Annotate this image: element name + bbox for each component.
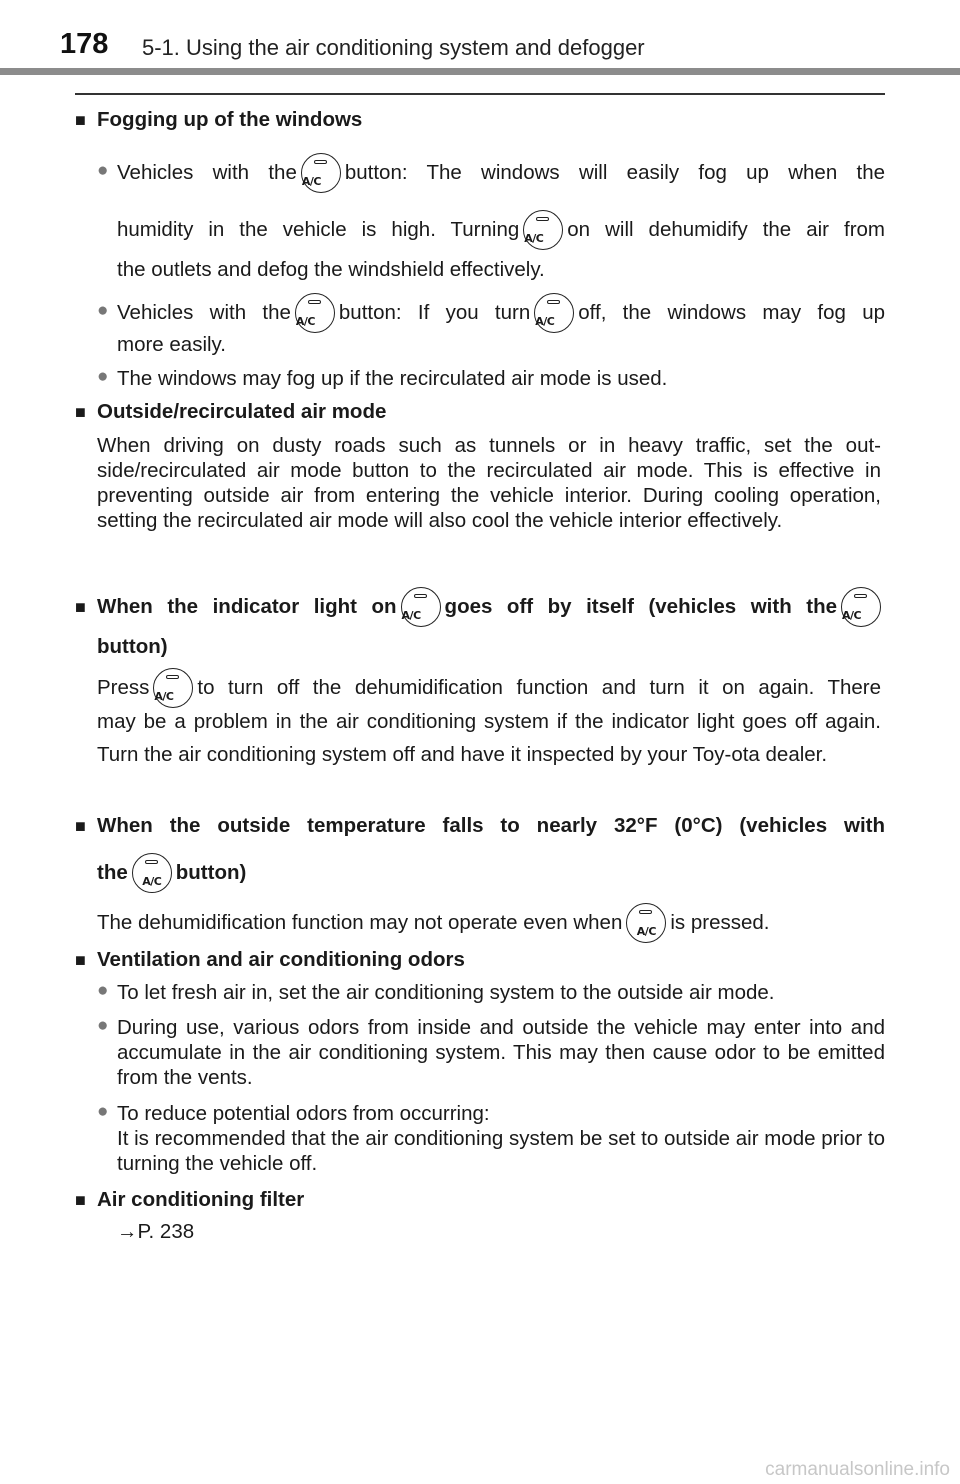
square-icon: ■ [75, 816, 86, 836]
heading-temperature-line-1: When the outside temperature falls to nearly 32°F (0°C) (vehicles with [97, 814, 885, 837]
square-icon: ■ [75, 402, 86, 422]
filter-page-ref[interactable]: →P. 238 [117, 1220, 195, 1243]
watermark: carmanualsonline.info [765, 1459, 950, 1480]
square-icon: ■ [75, 950, 86, 970]
page-header [0, 0, 960, 76]
heading-fogging: Fogging up of the windows [97, 108, 363, 131]
ac-button-icon: A/C [626, 903, 666, 943]
page-number: 178 [60, 28, 109, 60]
fog-line-2: humidity in the vehicle is high. Turning A/C on will dehumidify the air from [117, 217, 885, 242]
ac-button-icon: A/C [534, 293, 574, 333]
section-rule [75, 93, 885, 95]
bullet-icon: ● [97, 366, 109, 387]
square-icon: ■ [75, 110, 86, 130]
heading-indicator-line-1: When the indicator light on A/C goes off by itself (vehicles with the A/C [97, 594, 885, 619]
heading-indicator-line-2: button) [97, 635, 168, 658]
fog-line-1: Vehicles with the A/C button: The windows will easily fog up when the [117, 160, 885, 185]
odors-b1: To let fresh air in, set the air conditioning system to the outside air mode. [117, 981, 775, 1004]
heading-temperature-line-2: the A/C button) [97, 860, 246, 885]
ac-button-icon: A/C [295, 293, 335, 333]
odors-b3-body: It is recommended that the air conditioning system be set to outside air mode prior to turning the vehicle off. [117, 1127, 885, 1175]
temperature-body: The dehumidification function may not operate even when A/C is pressed. [97, 910, 770, 935]
ac-button-icon: A/C [841, 587, 881, 627]
bullet-icon: ● [97, 1101, 109, 1122]
fog-b2-line-1: Vehicles with the A/C button: If you turn A/C off, the windows may fog up [117, 300, 885, 325]
fog-b3: The windows may fog up if the recirculated air mode is used. [117, 367, 668, 390]
fog-line-3: the outlets and defog the windshield effectively. [117, 258, 545, 281]
heading-odors: Ventilation and air conditioning odors [97, 948, 465, 971]
bullet-icon: ● [97, 160, 109, 181]
recirculated-body: When driving on dusty roads such as tunnels or in heavy traffic, set the out-side/recirculated air mode button to the recirculated air mode. This is effective in preventing outside air from entering the vehicle interior. During cooling operation, setting the recirculated air mode will also cool the vehicle interior effectively. [97, 434, 881, 532]
bullet-icon: ● [97, 980, 109, 1001]
indicator-body: may be a problem in the air conditioning system if the indicator light goes off again. Turn the air conditioning system off and have it inspected by your Toy-ota dealer. [97, 710, 881, 766]
heading-recirculated: Outside/recirculated air mode [97, 400, 387, 423]
odors-b2: During use, various odors from inside and outside the vehicle may enter into and accumulate in the air conditioning system. This may then cause odor to be emitted from the vents. [117, 1016, 885, 1089]
chapter-title: 5-1. Using the air conditioning system and defogger [142, 35, 645, 60]
ac-button-icon: A/C [523, 210, 563, 250]
heading-filter: Air conditioning filter [97, 1188, 305, 1211]
ac-button-icon: A/C [132, 853, 172, 893]
fog-b2-line-2: more easily. [117, 333, 226, 356]
ac-button-icon: A/C [301, 153, 341, 193]
bullet-icon: ● [97, 1015, 109, 1036]
ac-button-icon: A/C [153, 668, 193, 708]
bullet-icon: ● [97, 300, 109, 321]
ac-button-icon: A/C [401, 587, 441, 627]
indicator-line-1: Press A/C to turn off the dehumidification function and turn it on again. There [97, 675, 881, 700]
square-icon: ■ [75, 597, 86, 617]
square-icon: ■ [75, 1190, 86, 1210]
odors-b3-line-1: To reduce potential odors from occurring: [117, 1102, 490, 1125]
header-bar [0, 68, 960, 75]
